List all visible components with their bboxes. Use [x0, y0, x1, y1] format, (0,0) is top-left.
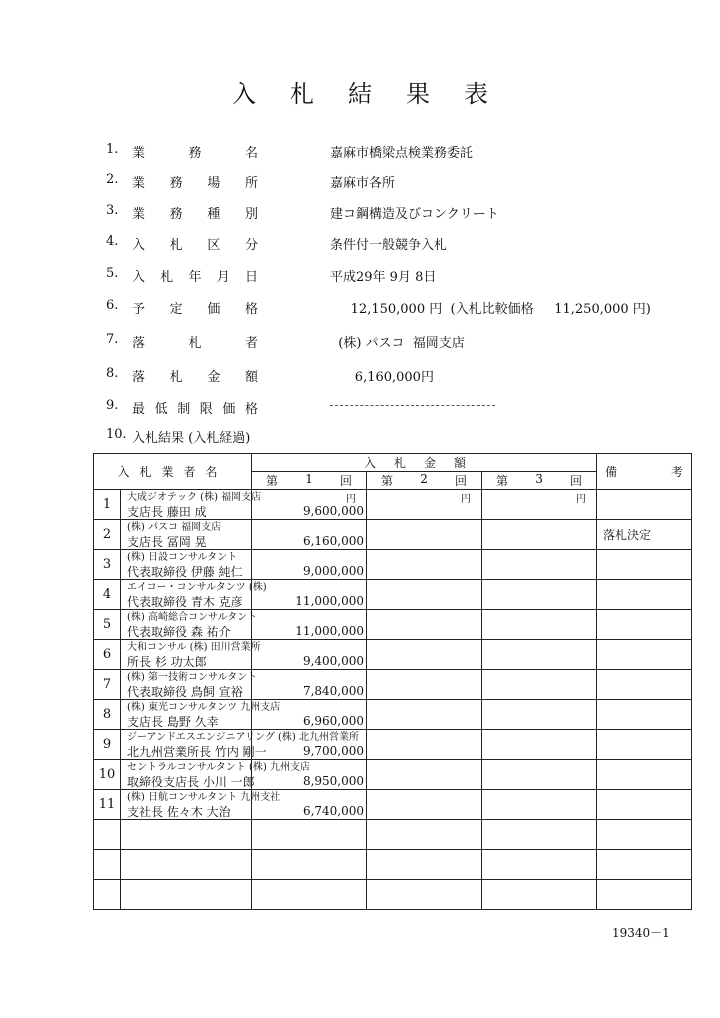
bid-amount-round-2	[367, 700, 482, 730]
bidder-company: セントラルコンサルタント (株) 九州支店	[127, 761, 310, 773]
note-cell	[597, 700, 692, 730]
field-label: 落 札 金 額	[132, 370, 258, 385]
row-number: 10	[94, 760, 121, 790]
bid-amount-round-2	[367, 490, 482, 520]
field-label: 落 札 者	[132, 336, 258, 351]
empty-cell	[252, 820, 367, 850]
header-round-2	[367, 472, 482, 490]
bid-amount-round-3	[482, 580, 597, 610]
bidder-cell	[121, 700, 281, 730]
amount-value: 6,960,000	[302, 714, 365, 728]
header-round-1	[252, 472, 367, 490]
field-number: 1.	[106, 142, 119, 157]
round-label-part: 第	[266, 474, 279, 488]
bidder-company: エイコー・コンサルタンツ (株)	[127, 581, 267, 593]
round-label-part: 3	[535, 472, 543, 486]
field-value: 6,160,000円	[330, 370, 434, 385]
note-cell	[597, 490, 692, 520]
bidder-representative: 代表取締役 伊藤 純仁	[127, 564, 243, 579]
table-row	[94, 640, 692, 670]
field-value: 12,150,000 円 (入札比較価格 11,250,000 円)	[330, 302, 651, 317]
empty-cell	[367, 850, 482, 880]
amount-value: 11,000,000	[295, 594, 365, 608]
bidder-representative: 取締役支店長 小川 一郎	[127, 774, 255, 789]
amount-value: 6,160,000	[302, 534, 365, 548]
bidder-cell	[121, 550, 252, 580]
empty-cell	[597, 880, 692, 910]
row-number: 6	[94, 640, 121, 670]
bid-amount-round-2	[367, 730, 482, 760]
row-number: 7	[94, 670, 121, 700]
bidder-representative: 支店長 島野 久幸	[127, 714, 219, 729]
bid-amount-round-2	[367, 790, 482, 820]
empty-cell	[94, 820, 121, 850]
amount-value: 6,740,000	[302, 804, 365, 818]
bid-amount-round-3	[482, 550, 597, 580]
empty-cell	[482, 850, 597, 880]
bidder-representative: 北九州営業所長 竹内 剛一	[127, 744, 267, 759]
empty-row	[94, 880, 692, 910]
empty-cell	[121, 820, 252, 850]
table-row	[94, 520, 692, 550]
bidder-company: (株) 日設コンサルタント	[127, 551, 238, 563]
bid-amount-round-1	[252, 700, 367, 730]
table-row	[94, 550, 692, 580]
amount-value: 9,400,000	[302, 654, 365, 668]
field-value	[330, 398, 495, 413]
round-label-part: 回	[339, 474, 352, 488]
field-value: (株) パスコ 福岡支店	[330, 336, 465, 351]
row-number: 3	[94, 550, 121, 580]
amount-value: 7,840,000	[302, 684, 365, 698]
row-number: 2	[94, 520, 121, 550]
amount-value: 11,000,000	[295, 624, 365, 638]
note-cell	[597, 580, 692, 610]
bidder-cell	[121, 640, 261, 670]
field-number: 10.	[106, 427, 127, 442]
bid-amount-round-1	[252, 760, 367, 790]
dashed-line	[330, 405, 495, 406]
bidder-company: (株) パスコ 福岡支店	[127, 521, 222, 533]
bid-amount-round-2	[367, 610, 482, 640]
bid-amount-round-2	[367, 580, 482, 610]
round-label-part: 2	[420, 472, 428, 486]
bid-amount-round-1	[252, 610, 367, 640]
bidder-cell	[121, 520, 252, 550]
bid-amount-round-1	[252, 520, 367, 550]
bid-amount-round-1	[252, 790, 367, 820]
bid-results-body	[94, 454, 692, 910]
bid-amount-round-3	[482, 790, 597, 820]
field-label: 入 札 年 月 日	[132, 270, 258, 285]
bid-amount-round-3	[482, 760, 597, 790]
bid-amount-round-3	[482, 520, 597, 550]
empty-cell	[94, 850, 121, 880]
bidder-cell	[121, 490, 262, 520]
row-number: 9	[94, 730, 121, 760]
note-cell	[597, 730, 692, 760]
table-row	[94, 610, 692, 640]
bid-amount-round-3	[482, 730, 597, 760]
note-cell	[597, 790, 692, 820]
table-row	[94, 730, 692, 760]
bidder-representative: 所長 杉 功太郎	[127, 654, 207, 669]
field-row	[106, 266, 706, 286]
round-label-part: 回	[454, 474, 467, 488]
bid-amount-round-2	[367, 550, 482, 580]
bidder-cell	[121, 760, 310, 790]
bidder-company: (株) 日航コンサルタント 九州支社	[127, 791, 281, 803]
bidder-representative: 支店長 冨岡 晃	[127, 534, 207, 549]
field-value: 嘉麻市各所	[330, 176, 396, 191]
empty-cell	[252, 850, 367, 880]
field-row	[106, 366, 706, 386]
field-label: 業 務 種 別	[132, 207, 258, 222]
field-label: 業 務 場 所	[132, 176, 258, 191]
bidder-representative: 代表取締役 鳥飼 宣裕	[127, 684, 243, 699]
empty-cell	[597, 820, 692, 850]
field-label: 予 定 価 格	[132, 302, 258, 317]
field-value: 条件付一般競争入札	[330, 238, 448, 253]
field-value: 平成29年 9月 8日	[330, 270, 437, 285]
bidder-representative: 支社長 佐々木 大治	[127, 804, 231, 819]
empty-cell	[482, 880, 597, 910]
row-number: 5	[94, 610, 121, 640]
bidder-company: (株) 第一技術コンサルタント	[127, 671, 258, 683]
empty-cell	[482, 820, 597, 850]
bidder-cell	[121, 580, 267, 610]
bid-amount-round-1	[252, 550, 367, 580]
field-row	[106, 142, 706, 162]
round-label-part: 第	[381, 474, 394, 488]
field-number: 8.	[106, 366, 119, 381]
empty-cell	[597, 850, 692, 880]
empty-row	[94, 850, 692, 880]
bid-amount-round-1	[252, 670, 367, 700]
table-row	[94, 580, 692, 610]
field-number: 5.	[106, 266, 119, 281]
note-cell: 落札決定	[597, 520, 692, 550]
empty-row	[94, 820, 692, 850]
row-number: 4	[94, 580, 121, 610]
field-value: 建コ鋼構造及びコンクリート	[330, 207, 499, 222]
yen-unit: 円	[576, 494, 587, 505]
field-row	[106, 234, 706, 254]
field-number: 9.	[106, 398, 119, 413]
bidder-company: (株) 東光コンサルタンツ 九州支店	[127, 701, 281, 713]
bidder-company: 大成ジオテック (株) 福岡支店	[127, 491, 262, 503]
field-label: 入 札 区 分	[132, 238, 258, 253]
yen-unit: 円	[346, 494, 357, 505]
bid-amount-round-3	[482, 670, 597, 700]
field-row	[106, 172, 706, 192]
bid-amount-round-3	[482, 610, 597, 640]
note-cell	[597, 670, 692, 700]
amount-value: 9,600,000	[302, 504, 365, 518]
bid-amount-round-2	[367, 520, 482, 550]
table-row	[94, 490, 692, 520]
note-cell	[597, 550, 692, 580]
bid-amount-round-3	[482, 490, 597, 520]
bidder-company: ジーアンドエスエンジニアリング (株) 北九州営業所	[127, 731, 360, 743]
field-number: 4.	[106, 234, 119, 249]
bidder-company: (株) 高崎総合コンサルタント	[127, 611, 258, 623]
bidder-representative: 代表取締役 森 祐介	[127, 624, 231, 639]
bid-amount-round-3	[482, 640, 597, 670]
table-row	[94, 700, 692, 730]
field-label: 入札結果 (入札経過)	[132, 431, 251, 446]
field-value: 嘉麻市橋梁点検業務委託	[330, 146, 474, 161]
note-cell	[597, 760, 692, 790]
table-row	[94, 790, 692, 820]
bid-amount-round-2	[367, 760, 482, 790]
empty-cell	[121, 850, 252, 880]
header-bid-amount: 入札金額	[252, 454, 597, 472]
table-row	[94, 670, 692, 700]
field-number: 7.	[106, 332, 119, 347]
yen-unit: 円	[461, 494, 472, 505]
field-label: 最 低 制 限 価 格	[132, 402, 258, 417]
round-label-part: 1	[305, 472, 313, 486]
bid-amount-round-1	[252, 490, 367, 520]
bid-amount-round-1	[252, 640, 367, 670]
round-label-part: 第	[496, 474, 509, 488]
bidder-cell	[121, 790, 281, 820]
amount-value: 9,700,000	[302, 744, 365, 758]
bidder-cell	[121, 670, 258, 700]
row-number: 1	[94, 490, 121, 520]
field-number: 6.	[106, 298, 119, 313]
field-label: 業 務 名	[132, 146, 258, 161]
field-row	[106, 398, 706, 418]
note-cell	[597, 640, 692, 670]
empty-cell	[367, 880, 482, 910]
field-number: 2.	[106, 172, 119, 187]
field-row	[106, 427, 706, 447]
row-number: 8	[94, 700, 121, 730]
empty-cell	[252, 880, 367, 910]
field-number: 3.	[106, 203, 119, 218]
header-round-3	[482, 472, 597, 490]
bidder-cell	[121, 610, 258, 640]
round-label-part: 回	[570, 474, 583, 488]
bid-amount-round-1	[252, 730, 367, 760]
bid-amount-round-1	[252, 580, 367, 610]
field-row	[106, 298, 706, 318]
bidder-company: 大和コンサル (株) 田川営業所	[127, 641, 261, 653]
table-row	[94, 760, 692, 790]
bid-amount-round-2	[367, 640, 482, 670]
bid-amount-round-2	[367, 670, 482, 700]
empty-cell	[94, 880, 121, 910]
field-row	[106, 203, 706, 223]
empty-cell	[121, 880, 252, 910]
amount-value: 8,950,000	[302, 774, 365, 788]
bid-results-table	[93, 453, 692, 910]
note-cell	[597, 610, 692, 640]
document-title: 入札結果表	[232, 80, 522, 108]
amount-value: 9,000,000	[302, 564, 365, 578]
row-number: 11	[94, 790, 121, 820]
bidder-representative: 支店長 藤田 成	[127, 504, 207, 519]
bid-amount-round-3	[482, 700, 597, 730]
header-bidder-name: 入札業者名	[94, 454, 252, 490]
field-row	[106, 332, 706, 352]
bidder-representative: 代表取締役 青木 克彦	[127, 594, 243, 609]
page-number: 19340－1	[612, 926, 670, 940]
empty-cell	[367, 820, 482, 850]
header-note: 備 考	[597, 454, 692, 490]
